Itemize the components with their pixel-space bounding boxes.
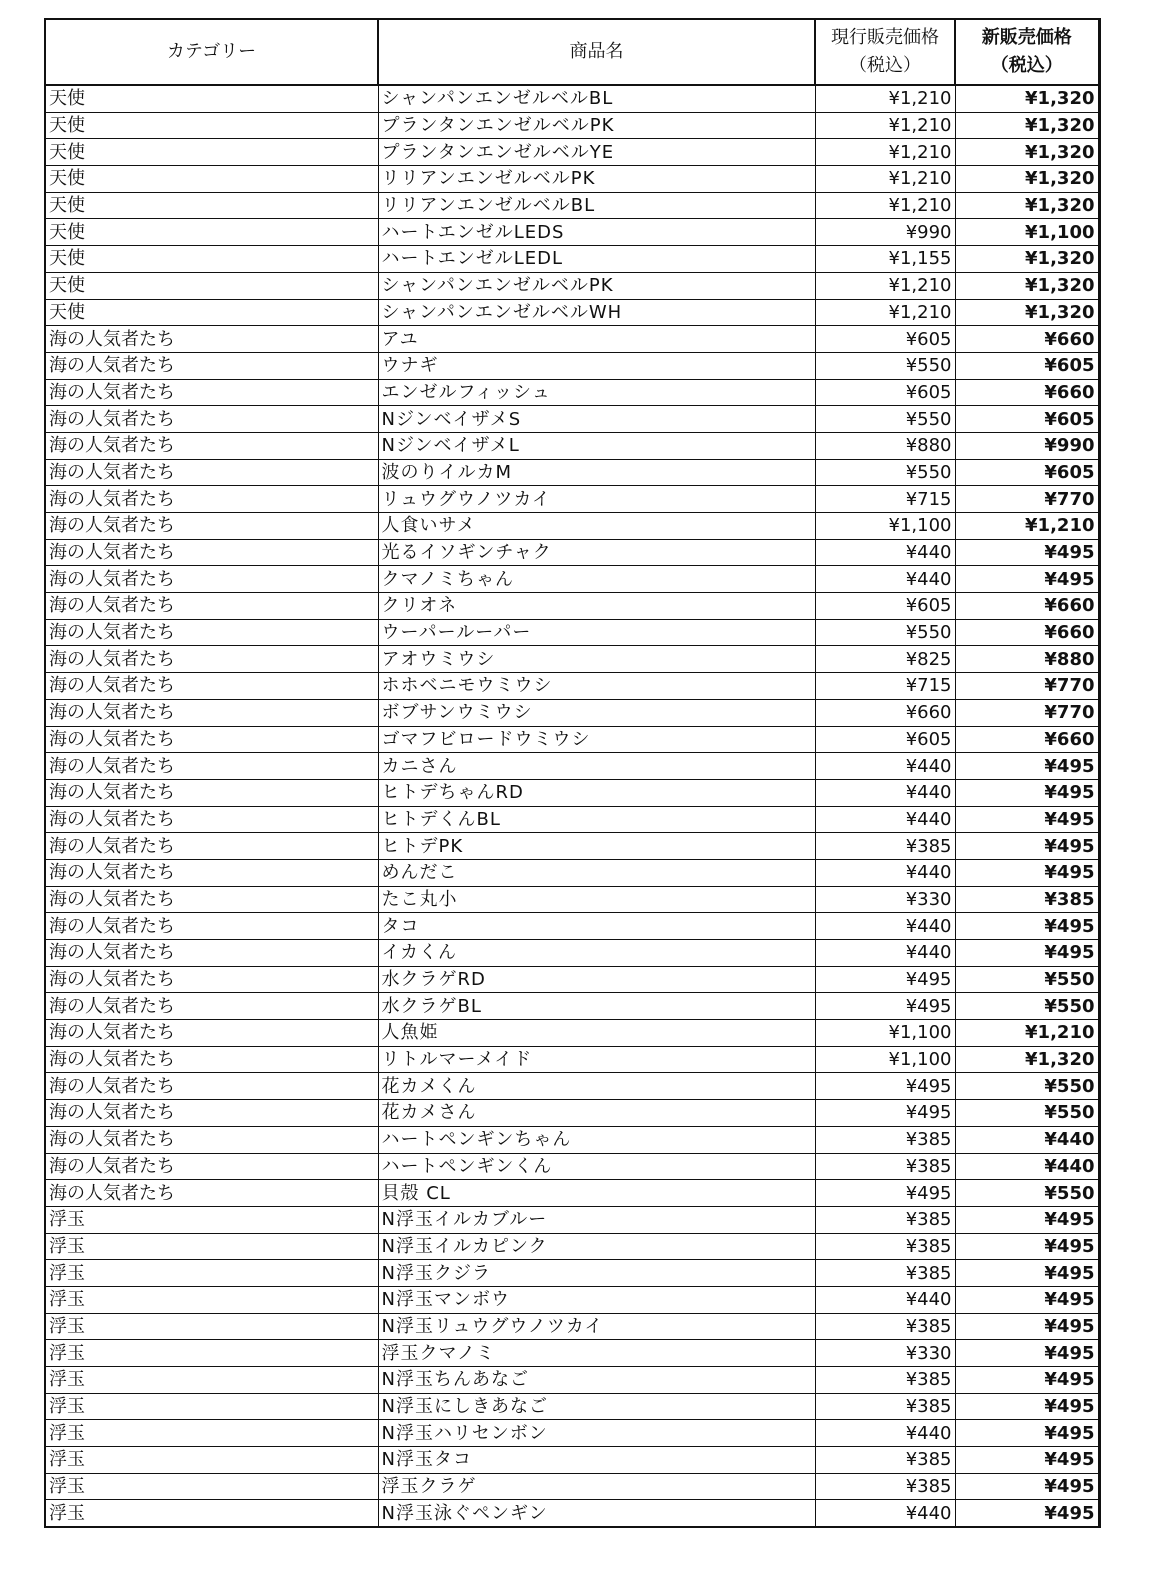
header-current-price-note: （税込） (849, 55, 921, 76)
table-row (45, 1447, 1099, 1474)
row-category-cell: 海の人気者たち (45, 1046, 378, 1073)
table-row (45, 513, 1099, 540)
row-product-name-cell: アユ (378, 326, 815, 353)
row-category-cell: 海の人気者たち (45, 1153, 378, 1180)
row-category-cell: 海の人気者たち (45, 833, 378, 860)
row-new-price-cell: ¥495 (955, 859, 1099, 886)
row-new-price-cell: ¥660 (955, 619, 1099, 646)
table-row (45, 779, 1099, 806)
table-row (45, 1313, 1099, 1340)
row-new-price-cell: ¥605 (955, 352, 1099, 379)
row-new-price-cell: ¥605 (955, 459, 1099, 486)
row-product-name-cell: ゴマフビロードウミウシ (378, 726, 815, 753)
table-row (45, 246, 1099, 273)
row-new-price-cell: ¥990 (955, 432, 1099, 459)
row-category-cell: 海の人気者たち (45, 459, 378, 486)
row-current-price-cell: ¥1,210 (815, 192, 955, 219)
row-new-price-cell: ¥495 (955, 1500, 1099, 1527)
table-row (45, 993, 1099, 1020)
row-new-price-cell: ¥495 (955, 1473, 1099, 1500)
row-new-price-cell: ¥880 (955, 646, 1099, 673)
table-row (45, 1420, 1099, 1447)
row-current-price-cell: ¥440 (815, 940, 955, 967)
row-current-price-cell: ¥440 (815, 779, 955, 806)
row-product-name-cell: クマノミちゃん (378, 566, 815, 593)
row-category-cell: 海の人気者たち (45, 1180, 378, 1207)
row-category-cell: 海の人気者たち (45, 1100, 378, 1127)
row-new-price-cell: ¥495 (955, 1313, 1099, 1340)
row-current-price-cell: ¥1,210 (815, 299, 955, 326)
table-body (45, 85, 1099, 1527)
row-category-cell: 浮玉 (45, 1447, 378, 1474)
table-row (45, 593, 1099, 620)
table-row (45, 326, 1099, 353)
table-row (45, 85, 1099, 112)
row-current-price-cell: ¥385 (815, 1393, 955, 1420)
row-category-cell: 浮玉 (45, 1367, 378, 1394)
row-current-price-cell: ¥1,155 (815, 246, 955, 273)
row-product-name-cell: N浮玉ちんあなご (378, 1367, 815, 1394)
row-current-price-cell: ¥660 (815, 699, 955, 726)
table-row (45, 1233, 1099, 1260)
row-category-cell: 海の人気者たち (45, 352, 378, 379)
row-current-price-cell: ¥550 (815, 459, 955, 486)
row-current-price-cell: ¥605 (815, 593, 955, 620)
row-new-price-cell: ¥495 (955, 913, 1099, 940)
row-category-cell: 海の人気者たち (45, 993, 378, 1020)
row-product-name-cell: ヒトデPK (378, 833, 815, 860)
row-new-price-cell: ¥1,320 (955, 1046, 1099, 1073)
row-new-price-cell: ¥1,320 (955, 166, 1099, 193)
row-product-name-cell: N浮玉イルカピンク (378, 1233, 815, 1260)
row-current-price-cell: ¥440 (815, 1286, 955, 1313)
table-row (45, 1046, 1099, 1073)
table-row (45, 699, 1099, 726)
row-current-price-cell: ¥550 (815, 352, 955, 379)
row-product-name-cell: エンゼルフィッシュ (378, 379, 815, 406)
row-product-name-cell: N浮玉泳ぐペンギン (378, 1500, 815, 1527)
row-product-name-cell: N浮玉イルカブルー (378, 1206, 815, 1233)
row-category-cell: 海の人気者たち (45, 806, 378, 833)
header-product (378, 19, 815, 85)
row-new-price-cell: ¥495 (955, 806, 1099, 833)
row-category-cell: 浮玉 (45, 1393, 378, 1420)
row-category-cell: 海の人気者たち (45, 1020, 378, 1047)
row-current-price-cell: ¥330 (815, 886, 955, 913)
row-product-name-cell: カニさん (378, 753, 815, 780)
row-product-name-cell: 浮玉クラゲ (378, 1473, 815, 1500)
table-row (45, 886, 1099, 913)
row-product-name-cell: シャンパンエンゼルベルWH (378, 299, 815, 326)
price-table (44, 18, 1101, 1528)
header-new-price-note: （税込） (990, 55, 1063, 76)
table-row (45, 1340, 1099, 1367)
row-category-cell: 天使 (45, 246, 378, 273)
row-current-price-cell: ¥440 (815, 566, 955, 593)
table-row (45, 299, 1099, 326)
row-category-cell: 天使 (45, 139, 378, 166)
table-row (45, 1153, 1099, 1180)
row-category-cell: 海の人気者たち (45, 673, 378, 700)
row-new-price-cell: ¥550 (955, 1073, 1099, 1100)
row-current-price-cell: ¥1,100 (815, 1020, 955, 1047)
row-current-price-cell: ¥1,210 (815, 112, 955, 139)
row-category-cell: 海の人気者たち (45, 966, 378, 993)
row-category-cell: 海の人気者たち (45, 326, 378, 353)
table-row (45, 859, 1099, 886)
table-row (45, 432, 1099, 459)
row-category-cell: 浮玉 (45, 1286, 378, 1313)
row-product-name-cell: リリアンエンゼルベルPK (378, 166, 815, 193)
header-current-price-label: 現行販売価格 (831, 27, 939, 48)
table-row (45, 379, 1099, 406)
row-current-price-cell: ¥550 (815, 406, 955, 433)
row-product-name-cell: シャンパンエンゼルベルPK (378, 272, 815, 299)
row-category-cell: 浮玉 (45, 1260, 378, 1287)
row-new-price-cell: ¥495 (955, 1420, 1099, 1447)
table-header (45, 19, 1099, 85)
row-current-price-cell: ¥385 (815, 1233, 955, 1260)
row-new-price-cell: ¥550 (955, 993, 1099, 1020)
table-row (45, 166, 1099, 193)
row-category-cell: 海の人気者たち (45, 913, 378, 940)
row-category-cell: 海の人気者たち (45, 593, 378, 620)
table-row (45, 566, 1099, 593)
row-product-name-cell: N浮玉リュウグウノツカイ (378, 1313, 815, 1340)
row-product-name-cell: ハートエンゼルLEDL (378, 246, 815, 273)
row-current-price-cell: ¥495 (815, 1180, 955, 1207)
header-product-label: 商品名 (569, 41, 624, 62)
table-row (45, 1500, 1099, 1527)
row-new-price-cell: ¥495 (955, 1393, 1099, 1420)
row-current-price-cell: ¥495 (815, 993, 955, 1020)
row-new-price-cell: ¥550 (955, 1100, 1099, 1127)
row-product-name-cell: 人食いサメ (378, 513, 815, 540)
row-current-price-cell: ¥440 (815, 753, 955, 780)
row-product-name-cell: 光るイソギンチャク (378, 539, 815, 566)
row-new-price-cell: ¥495 (955, 833, 1099, 860)
row-current-price-cell: ¥385 (815, 1313, 955, 1340)
row-new-price-cell: ¥1,210 (955, 513, 1099, 540)
row-current-price-cell: ¥440 (815, 539, 955, 566)
row-new-price-cell: ¥495 (955, 1286, 1099, 1313)
row-product-name-cell: N浮玉タコ (378, 1447, 815, 1474)
row-new-price-cell: ¥770 (955, 699, 1099, 726)
row-new-price-cell: ¥495 (955, 1367, 1099, 1394)
table-row (45, 1100, 1099, 1127)
row-new-price-cell: ¥495 (955, 1206, 1099, 1233)
row-current-price-cell: ¥440 (815, 859, 955, 886)
table-row (45, 1180, 1099, 1207)
row-product-name-cell: イカくん (378, 940, 815, 967)
row-product-name-cell: ハートペンギンちゃん (378, 1126, 815, 1153)
row-new-price-cell: ¥660 (955, 326, 1099, 353)
row-new-price-cell: ¥1,320 (955, 272, 1099, 299)
table-row (45, 1260, 1099, 1287)
row-product-name-cell: プランタンエンゼルベルPK (378, 112, 815, 139)
row-category-cell: 海の人気者たち (45, 779, 378, 806)
row-product-name-cell: 花カメさん (378, 1100, 815, 1127)
table-row (45, 753, 1099, 780)
row-product-name-cell: ハートエンゼルLEDS (378, 219, 815, 246)
row-category-cell: 浮玉 (45, 1233, 378, 1260)
row-current-price-cell: ¥1,100 (815, 1046, 955, 1073)
row-product-name-cell: クリオネ (378, 593, 815, 620)
row-new-price-cell: ¥495 (955, 539, 1099, 566)
table-row (45, 966, 1099, 993)
row-new-price-cell: ¥1,210 (955, 1020, 1099, 1047)
row-new-price-cell: ¥770 (955, 673, 1099, 700)
row-new-price-cell: ¥495 (955, 566, 1099, 593)
row-category-cell: 天使 (45, 192, 378, 219)
row-product-name-cell: めんだこ (378, 859, 815, 886)
row-category-cell: 天使 (45, 272, 378, 299)
row-category-cell: 海の人気者たち (45, 432, 378, 459)
table-row (45, 646, 1099, 673)
row-new-price-cell: ¥1,320 (955, 139, 1099, 166)
row-product-name-cell: 波のりイルカM (378, 459, 815, 486)
row-new-price-cell: ¥440 (955, 1153, 1099, 1180)
row-category-cell: 浮玉 (45, 1206, 378, 1233)
row-current-price-cell: ¥385 (815, 1473, 955, 1500)
row-category-cell: 天使 (45, 299, 378, 326)
table-row (45, 192, 1099, 219)
row-product-name-cell: N浮玉ハリセンボン (378, 1420, 815, 1447)
row-product-name-cell: ホホベニモウミウシ (378, 673, 815, 700)
row-product-name-cell: リュウグウノツカイ (378, 486, 815, 513)
row-new-price-cell: ¥495 (955, 940, 1099, 967)
header-new-price-label: 新販売価格 (981, 27, 1072, 48)
row-category-cell: 海の人気者たち (45, 753, 378, 780)
row-product-name-cell: タコ (378, 913, 815, 940)
row-product-name-cell: N浮玉にしきあなご (378, 1393, 815, 1420)
table-row (45, 539, 1099, 566)
row-current-price-cell: ¥440 (815, 913, 955, 940)
row-category-cell: 浮玉 (45, 1340, 378, 1367)
header-category (45, 19, 378, 85)
row-product-name-cell: ヒトデくんBL (378, 806, 815, 833)
row-product-name-cell: リリアンエンゼルベルBL (378, 192, 815, 219)
row-current-price-cell: ¥1,210 (815, 139, 955, 166)
row-new-price-cell: ¥1,100 (955, 219, 1099, 246)
row-current-price-cell: ¥440 (815, 1420, 955, 1447)
row-current-price-cell: ¥385 (815, 1447, 955, 1474)
row-category-cell: 天使 (45, 166, 378, 193)
row-current-price-cell: ¥495 (815, 1100, 955, 1127)
row-current-price-cell: ¥880 (815, 432, 955, 459)
table-row (45, 673, 1099, 700)
row-current-price-cell: ¥715 (815, 486, 955, 513)
row-product-name-cell: ウーパールーパー (378, 619, 815, 646)
table-row (45, 486, 1099, 513)
header-row (45, 19, 1099, 85)
row-category-cell: 海の人気者たち (45, 406, 378, 433)
table-row (45, 1126, 1099, 1153)
row-product-name-cell: アオウミウシ (378, 646, 815, 673)
row-new-price-cell: ¥495 (955, 1233, 1099, 1260)
row-category-cell: 天使 (45, 85, 378, 112)
row-current-price-cell: ¥385 (815, 1367, 955, 1394)
row-new-price-cell: ¥440 (955, 1126, 1099, 1153)
row-new-price-cell: ¥1,320 (955, 112, 1099, 139)
row-new-price-cell: ¥550 (955, 1180, 1099, 1207)
row-category-cell: 海の人気者たち (45, 726, 378, 753)
row-category-cell: 海の人気者たち (45, 1073, 378, 1100)
row-category-cell: 浮玉 (45, 1473, 378, 1500)
row-current-price-cell: ¥385 (815, 1126, 955, 1153)
row-category-cell: 海の人気者たち (45, 539, 378, 566)
table-row (45, 1073, 1099, 1100)
row-new-price-cell: ¥1,320 (955, 246, 1099, 273)
row-new-price-cell: ¥770 (955, 486, 1099, 513)
row-product-name-cell: シャンパンエンゼルベルBL (378, 85, 815, 112)
row-current-price-cell: ¥825 (815, 646, 955, 673)
row-category-cell: 浮玉 (45, 1500, 378, 1527)
table-row (45, 1206, 1099, 1233)
table-row (45, 352, 1099, 379)
price-table-container (44, 18, 1101, 1528)
table-row (45, 726, 1099, 753)
row-current-price-cell: ¥385 (815, 1206, 955, 1233)
row-current-price-cell: ¥990 (815, 219, 955, 246)
row-new-price-cell: ¥660 (955, 379, 1099, 406)
row-new-price-cell: ¥495 (955, 1260, 1099, 1287)
row-new-price-cell: ¥660 (955, 593, 1099, 620)
row-product-name-cell: リトルマーメイド (378, 1046, 815, 1073)
row-category-cell: 浮玉 (45, 1313, 378, 1340)
table-row (45, 619, 1099, 646)
row-new-price-cell: ¥495 (955, 1340, 1099, 1367)
table-row (45, 1020, 1099, 1047)
row-product-name-cell: N浮玉クジラ (378, 1260, 815, 1287)
row-new-price-cell: ¥550 (955, 966, 1099, 993)
row-product-name-cell: 花カメくん (378, 1073, 815, 1100)
row-new-price-cell: ¥660 (955, 726, 1099, 753)
header-category-label: カテゴリー (166, 41, 257, 62)
row-current-price-cell: ¥385 (815, 1153, 955, 1180)
row-category-cell: 浮玉 (45, 1420, 378, 1447)
row-new-price-cell: ¥495 (955, 1447, 1099, 1474)
table-row (45, 1473, 1099, 1500)
row-product-name-cell: N浮玉マンボウ (378, 1286, 815, 1313)
row-current-price-cell: ¥330 (815, 1340, 955, 1367)
row-category-cell: 海の人気者たち (45, 513, 378, 540)
row-current-price-cell: ¥550 (815, 619, 955, 646)
row-current-price-cell: ¥605 (815, 379, 955, 406)
row-current-price-cell: ¥715 (815, 673, 955, 700)
row-new-price-cell: ¥495 (955, 779, 1099, 806)
row-product-name-cell: NジンベイザメL (378, 432, 815, 459)
row-category-cell: 海の人気者たち (45, 886, 378, 913)
row-category-cell: 海の人気者たち (45, 859, 378, 886)
row-product-name-cell: たこ丸小 (378, 886, 815, 913)
row-product-name-cell: NジンベイザメS (378, 406, 815, 433)
row-current-price-cell: ¥1,210 (815, 166, 955, 193)
row-product-name-cell: ハートペンギンくん (378, 1153, 815, 1180)
table-row (45, 940, 1099, 967)
row-category-cell: 海の人気者たち (45, 940, 378, 967)
row-current-price-cell: ¥1,100 (815, 513, 955, 540)
header-new-price (955, 19, 1099, 85)
row-new-price-cell: ¥1,320 (955, 85, 1099, 112)
table-row (45, 139, 1099, 166)
row-product-name-cell: プランタンエンゼルベルYE (378, 139, 815, 166)
table-row (45, 406, 1099, 433)
row-product-name-cell: ボブサンウミウシ (378, 699, 815, 726)
row-new-price-cell: ¥1,320 (955, 299, 1099, 326)
row-new-price-cell: ¥385 (955, 886, 1099, 913)
row-product-name-cell: 人魚姫 (378, 1020, 815, 1047)
row-current-price-cell: ¥440 (815, 806, 955, 833)
row-current-price-cell: ¥495 (815, 1073, 955, 1100)
row-new-price-cell: ¥1,320 (955, 192, 1099, 219)
table-row (45, 272, 1099, 299)
row-current-price-cell: ¥1,210 (815, 85, 955, 112)
row-new-price-cell: ¥495 (955, 753, 1099, 780)
row-product-name-cell: 水クラゲBL (378, 993, 815, 1020)
row-category-cell: 天使 (45, 112, 378, 139)
table-row (45, 833, 1099, 860)
row-category-cell: 海の人気者たち (45, 619, 378, 646)
table-row (45, 1393, 1099, 1420)
table-row (45, 913, 1099, 940)
row-product-name-cell: 水クラゲRD (378, 966, 815, 993)
table-row (45, 459, 1099, 486)
header-current-price (815, 19, 955, 85)
row-category-cell: 海の人気者たち (45, 1126, 378, 1153)
row-category-cell: 海の人気者たち (45, 486, 378, 513)
row-current-price-cell: ¥1,210 (815, 272, 955, 299)
row-new-price-cell: ¥605 (955, 406, 1099, 433)
row-category-cell: 海の人気者たち (45, 566, 378, 593)
row-category-cell: 海の人気者たち (45, 379, 378, 406)
row-current-price-cell: ¥385 (815, 833, 955, 860)
row-category-cell: 海の人気者たち (45, 699, 378, 726)
row-product-name-cell: 浮玉クマノミ (378, 1340, 815, 1367)
row-current-price-cell: ¥605 (815, 326, 955, 353)
row-product-name-cell: 貝殻 CL (378, 1180, 815, 1207)
row-current-price-cell: ¥385 (815, 1260, 955, 1287)
row-current-price-cell: ¥440 (815, 1500, 955, 1527)
row-current-price-cell: ¥605 (815, 726, 955, 753)
table-row (45, 1367, 1099, 1394)
table-row (45, 1286, 1099, 1313)
row-product-name-cell: ヒトデちゃんRD (378, 779, 815, 806)
row-current-price-cell: ¥495 (815, 966, 955, 993)
table-row (45, 219, 1099, 246)
row-product-name-cell: ウナギ (378, 352, 815, 379)
row-category-cell: 天使 (45, 219, 378, 246)
table-row (45, 806, 1099, 833)
row-category-cell: 海の人気者たち (45, 646, 378, 673)
table-row (45, 112, 1099, 139)
